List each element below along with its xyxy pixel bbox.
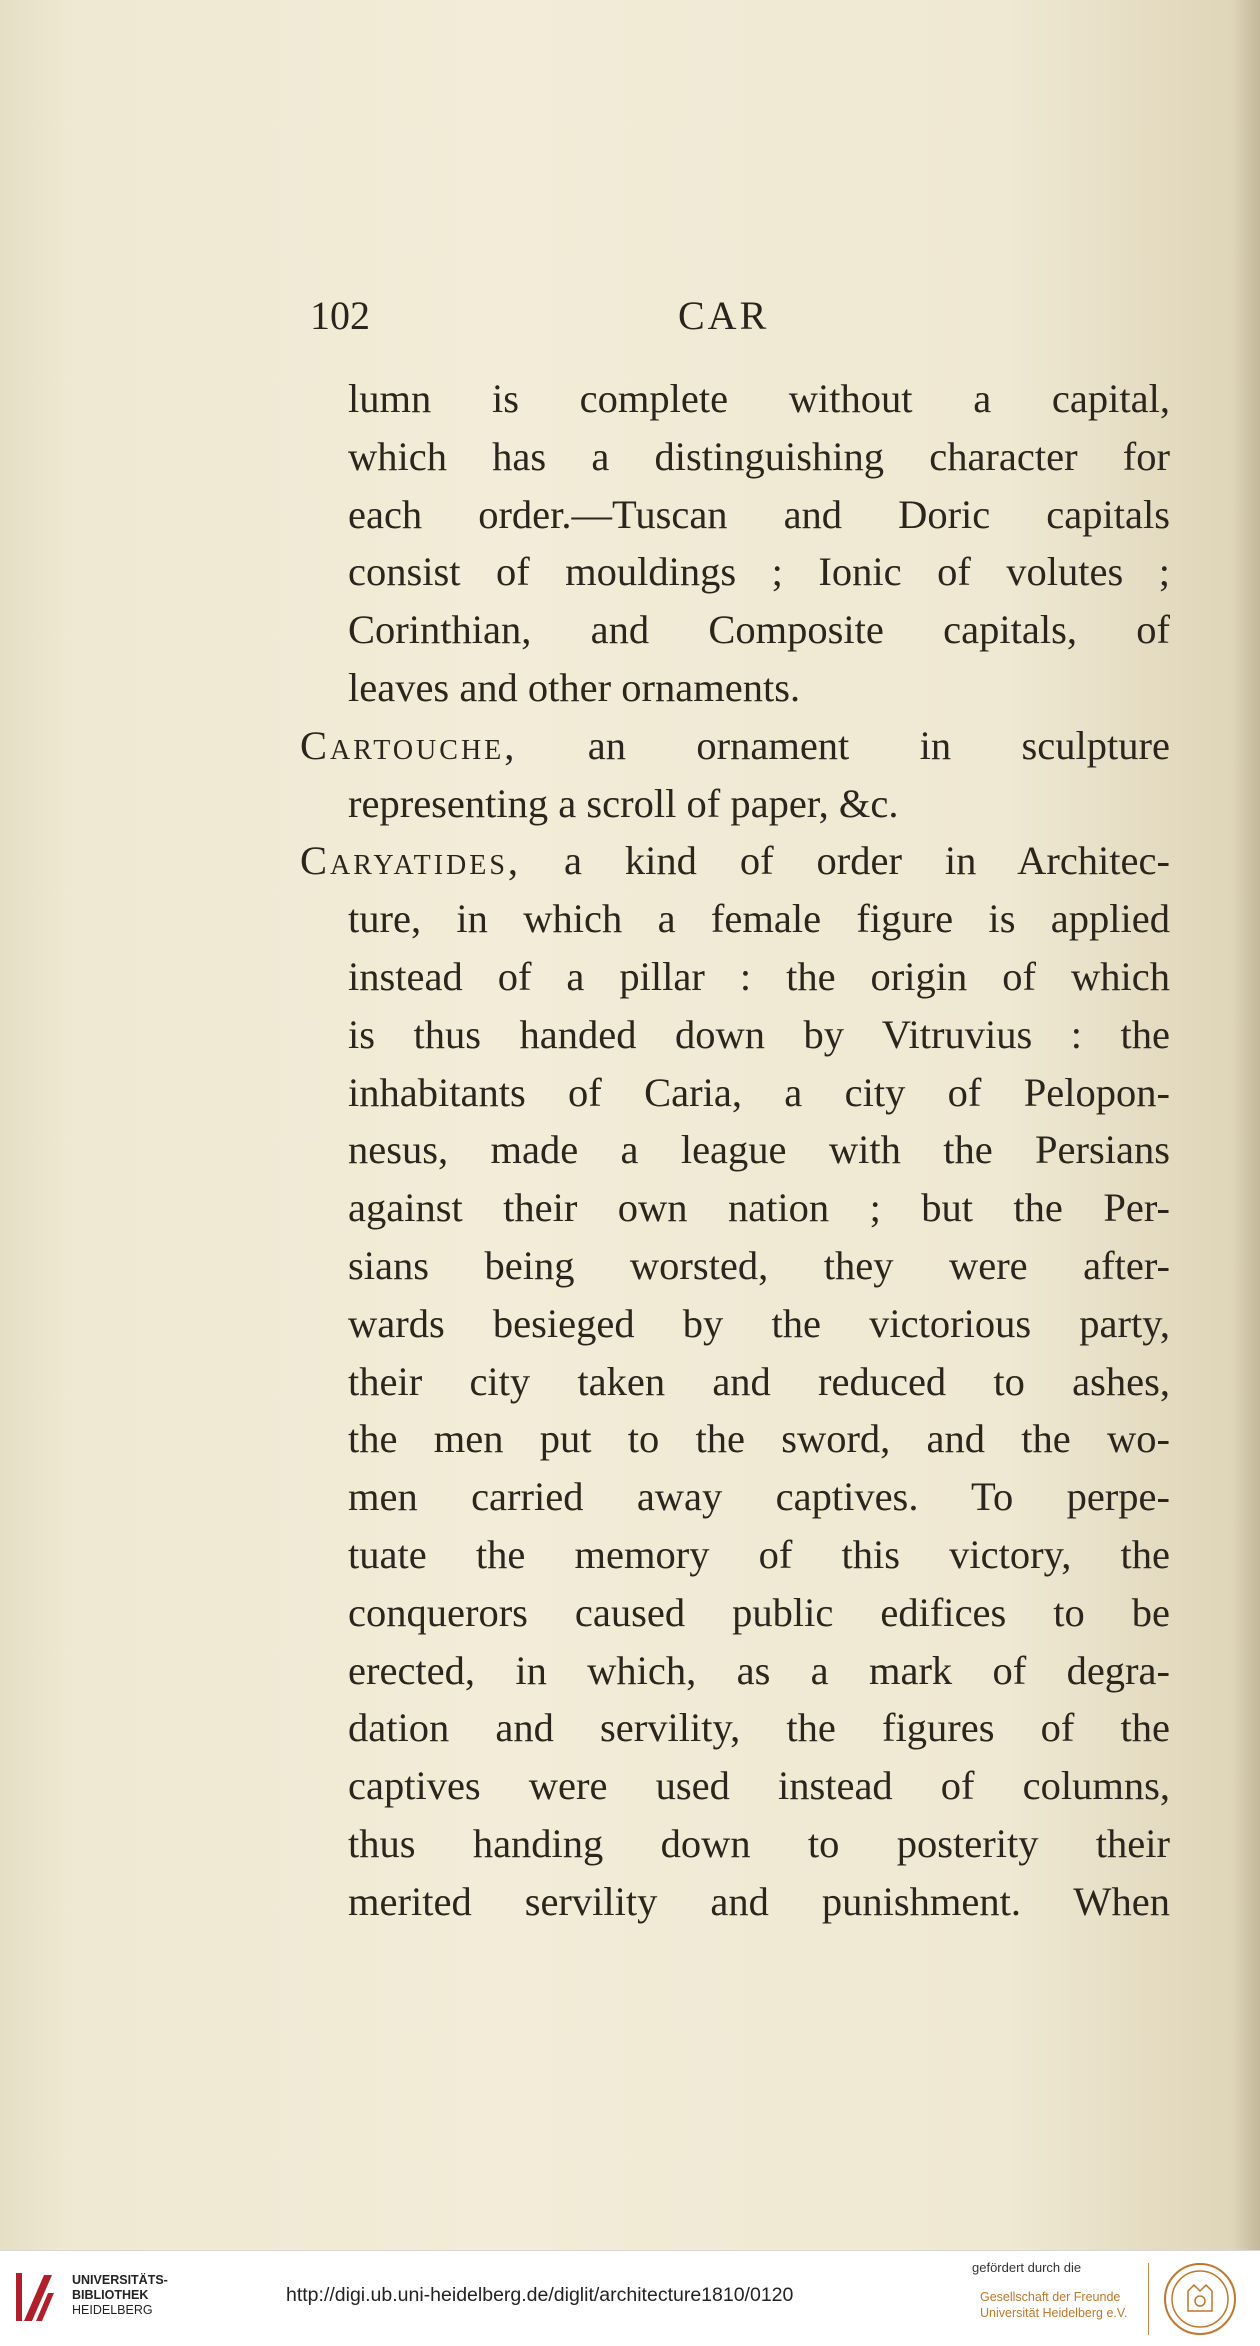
entry-text: a kind of order in Architec- [521,838,1170,884]
text-line: their city taken and reduced to ashes, [348,1358,1170,1404]
library-name-line: BIBLIOTHEK [72,2288,149,2302]
text-line: against their own nation ; but the Per- [348,1185,1170,1231]
library-name [72,2273,168,2318]
text-line: men carried away captives. To perpe- [348,1474,1170,1520]
text-line: each order.—Tuscan and Doric capitals [348,491,1170,537]
sponsor-name [980,2289,1128,2321]
viewer-footer [0,2250,1260,2346]
text-line: representing a scroll of paper, &c. [348,780,899,826]
sponsor-name-line: Gesellschaft der Freunde [980,2290,1121,2304]
entry-term: Cartouche, [300,722,518,768]
funded-by-label: gefördert durch die [972,2260,1082,2275]
text-line: nesus, made a league with the Persians [348,1127,1170,1173]
text-line: is thus handed down by Vitruvius : the [348,1011,1170,1057]
running-head: CAR [678,293,770,338]
text-line: conquerors caused public edifices to be [348,1589,1170,1635]
text-line: leaves and other ornaments. [348,664,801,710]
university-seal-icon [1162,2261,1238,2337]
text-line: erected, in which, as a mark of degra- [348,1647,1170,1693]
text-line: which has a distinguishing character for [348,433,1170,479]
entry-caryatides [300,832,1170,890]
text-line: ture, in which a female figure is applied [348,896,1170,942]
text-line: lumn is complete without a capital, [348,376,1170,421]
text-line: inhabitants of Caria, a city of Pelopon- [348,1069,1170,1115]
entry-term: Caryatides, [300,838,522,884]
text-line: Corinthian, and Composite capitals, of [348,607,1170,653]
permalink-url[interactable]: http://digi.ub.uni-heidelberg.de/diglit/architecture1810/0120 [286,2284,794,2306]
text-line: thus handing down to posterity their [348,1820,1170,1866]
text-line: dation and servility, the figures of the [348,1705,1170,1751]
entry-text: an ornament in sculpture [517,722,1170,768]
text-line: captives were used instead of columns, [348,1763,1170,1809]
library-name-line: UNIVERSITÄTS- [72,2273,168,2287]
text-line: merited servility and punishment. When [348,1878,1170,1924]
text-line: sians being worsted, they were after- [348,1242,1170,1288]
page-number: 102 [310,293,370,338]
text-line: tuate the memory of this victory, the [348,1531,1170,1577]
library-name-line: HEIDELBERG [72,2303,153,2317]
sponsor-name-line: Universität Heidelberg e.V. [980,2306,1128,2320]
text-line: the men put to the sword, and the wo- [348,1416,1170,1462]
text-line: consist of mouldings ; Ionic of volutes ; [348,549,1170,595]
library-logo-icon [14,2269,58,2325]
divider [1148,2263,1149,2335]
page-header [310,292,1150,352]
text-line: instead of a pillar : the origin of which [348,953,1170,999]
entry-cartouche [300,717,1170,775]
text-line: wards besieged by the victorious party, [348,1300,1170,1346]
body-text [300,370,1170,1931]
